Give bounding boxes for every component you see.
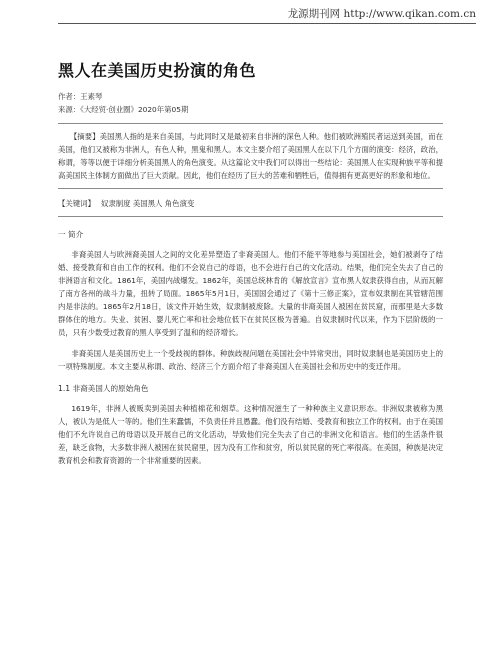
section-heading: 一 简介: [58, 230, 84, 239]
header-divider: [58, 23, 476, 24]
paragraph: 1619年，非洲人被贩卖到美国去种植棉花和烟草。这种情况滋生了一种种族主义意识形态。非洲奴隶被称为黑人，被认为是低人一等的。他们生来蠢懦，不负责任并且愚蠢。他们没有结婚、受教育和独立工作的权利。由于在美国他们不允许说自己的母语以及开展自己的文化活动，导致他们完全失去了自己的非洲文化和语言。他们的生活条件很差，缺乏食物，大多数非洲人被困在贫民窟里，因为没有工作和贫穷，所以贫民窟的死亡率很高。在美国，种族是决定教育机会和教育资源的一个非常重要的因素。: [58, 404, 443, 465]
paragraph: 非裔美国人与欧洲裔美国人之间的文化差异塑造了非裔美国人。他们不能平等地参与美国社会，她们被剥夺了结婚、接受教育和自由工作的权利。他们不会说自己的母语，也不会进行自己的文化活动。结果，他们完全失去了自己的非洲语言和文化。1861年，美国内战爆发。1862年，美国总统林肯的《解放宣言》宣布黑人奴隶获得自由，从而瓦解了南方各州的战斗力量，扭转了局面。1865年5月1日，美国国会通过了《第十三修正案》，宣布奴隶制在其管辖范围内是非法的。1865年2月18日，该文件开始生效，奴隶制被废除。大量的非裔美国人被困在贫民窟，而那里是大多数群体住的地方。失业、贫困、婴儿死亡率和社会地位低下在贫民区极为普遍。自奴隶制时代以来，作为下层阶级的一员，只有少数受过教育的黑人享受到了温和的经济增长。: [58, 250, 443, 337]
article-title: 黑人在美国历史扮演的角色: [58, 61, 257, 80]
keywords-row: [58, 198, 443, 217]
keywords-label: 【关键词】: [58, 199, 95, 208]
author-line: 作者：王素琴: [58, 92, 103, 101]
source-line: 来源：《大经贸·创业圈》2020年第05期: [58, 104, 189, 114]
paragraph: 非裔美国人是美国历史上一个受歧视的群体。种族歧视问题在美国社会中异常突出，同时奴隶制也是美国历史上的一项特殊制度。本文主要从称谓、政治、经济三个方面介绍了非裔美国人在美国社会和历史中的变迁作用。: [58, 349, 443, 371]
keywords-list: 奴隶制度 美国黑人 角色演变: [100, 199, 195, 208]
article-body: [58, 58, 443, 475]
abstract: 【摘要】美国黑人指的是来自美国，与此同时又是最初来自非洲的深色人种。他们被欧洲殖民者运送到美国，而在美国，他们又被称为非洲人，有色人种，黑鬼和黑人。本文主要介绍了美国黑人在以下几个方面的演变：经济，政治，称谓，等等以便于详细分析美国黑人的角色演变。从这篇论文中我们可以得出一些结论：美国黑人在实现种族平等和提高美国民主体制方面做出了巨大贡献。因此，他们在经历了巨大的苦难和牺牲后，值得拥有更高更好的形象和地位。: [58, 123, 443, 189]
subsection-heading: 1.1 非裔美国人的原始角色: [58, 384, 149, 393]
site-header: 龙源期刊网 http://www.qikan.com.cn: [287, 8, 476, 20]
